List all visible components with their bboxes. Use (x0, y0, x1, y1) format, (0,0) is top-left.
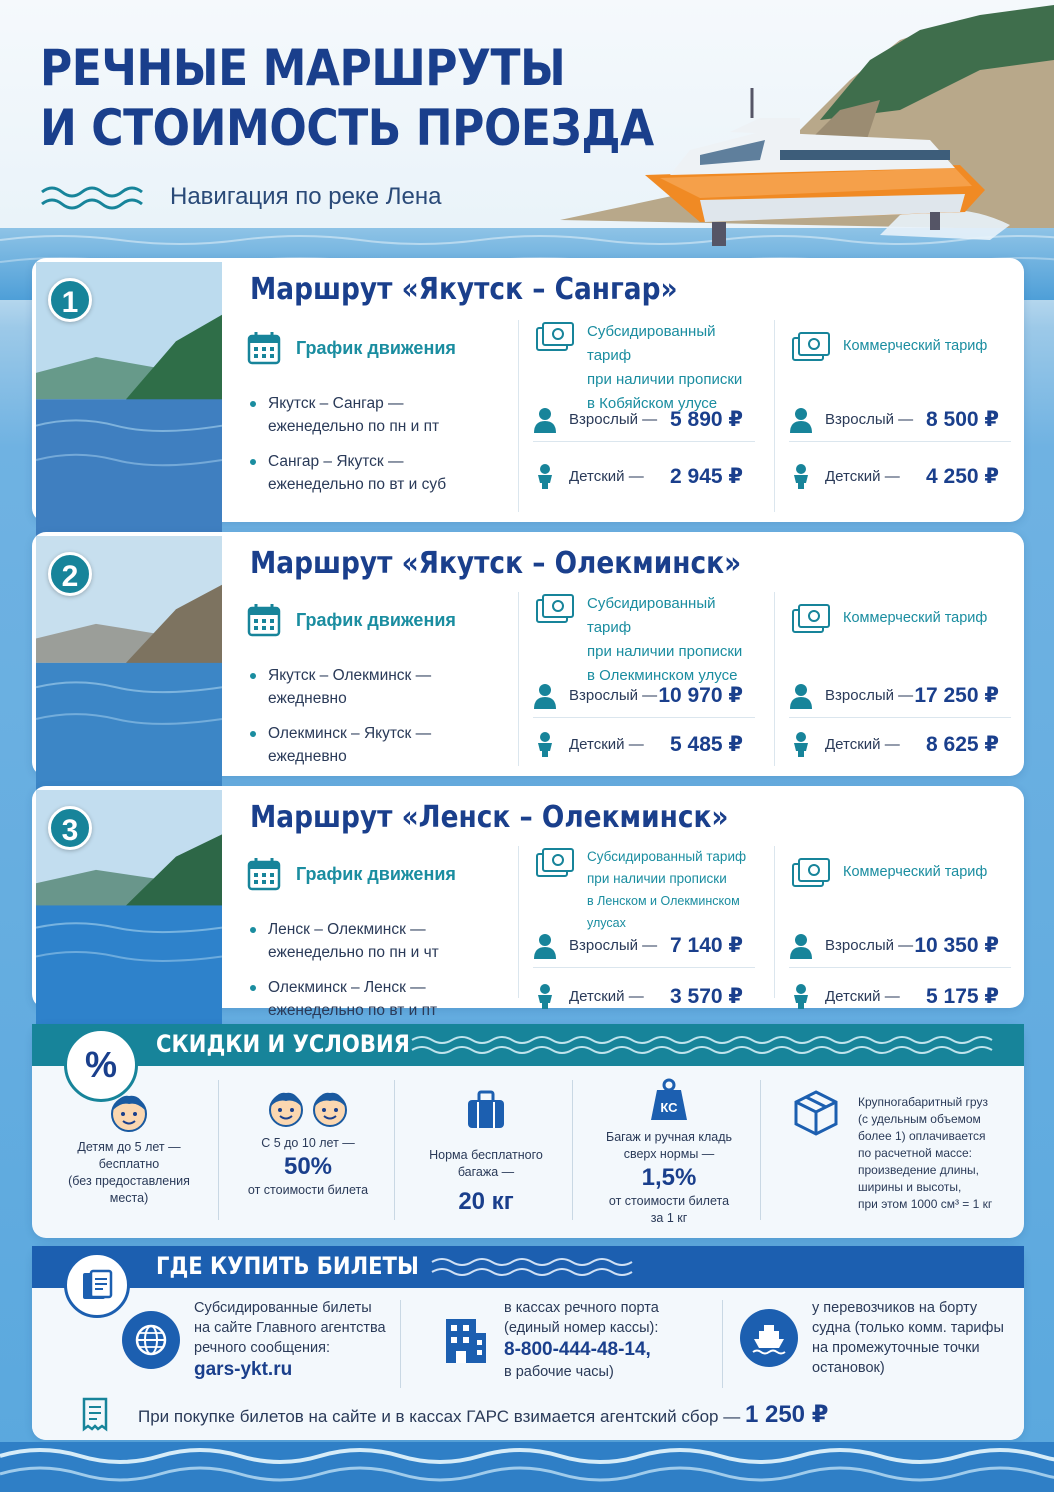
globe-icon (134, 1323, 168, 1357)
port-office-line-2: (единый номер кассы): (504, 1320, 659, 1336)
subsidized-adult-row (533, 398, 755, 442)
free-baggage-weight: 20 кг (458, 1188, 514, 1215)
subsidized-child-price: 5 485 ₽ (670, 732, 743, 756)
divider (400, 1300, 401, 1400)
percent-badge (64, 1028, 138, 1102)
ship-icon (751, 1321, 787, 1355)
subsidized-tariff (518, 846, 754, 1008)
ship-badge (740, 1309, 798, 1367)
route-number-badge: 3 (48, 806, 92, 850)
port-office-line-3: в рабочие часы) (504, 1364, 614, 1380)
schedule-label: График движения (296, 863, 456, 884)
adult-label: Взрослый — (825, 411, 914, 428)
suitcase-icon (462, 1086, 510, 1134)
wave-icon (40, 182, 150, 212)
subsidized-child-price: 3 570 ₽ (670, 984, 743, 1008)
commercial-tariff-header (791, 856, 987, 890)
commercial-child-row (789, 454, 1011, 498)
divider (572, 1080, 573, 1220)
commercial-child-price: 5 175 ₽ (926, 984, 999, 1008)
schedule-frequency: ежедневно (268, 690, 347, 707)
calendar-icon (246, 330, 282, 366)
commercial-child-price: 4 250 ₽ (926, 464, 999, 488)
weight-label: КС (660, 1100, 678, 1115)
discounts-panel (32, 1024, 1024, 1238)
divider (394, 1080, 395, 1220)
subsidized-child-row (533, 454, 755, 498)
bottom-waves (0, 1442, 1054, 1492)
adult-label: Взрослый — (569, 687, 658, 704)
schedule-item (250, 664, 431, 710)
schedule-direction: Якутск – Олекминск — (268, 667, 432, 684)
buy-onboard (740, 1298, 1004, 1378)
schedule-label: График движения (296, 609, 456, 630)
adult-label: Взрослый — (569, 937, 658, 954)
buy-online-line-2: на сайте Главного агентства (194, 1320, 386, 1336)
bulky-cargo-line-1: Крупногабаритный груз (858, 1095, 988, 1109)
discount-under-5-line-2: бесплатно (98, 1157, 160, 1171)
bulky-cargo-line-7: при этом 1000 см³ = 1 кг (858, 1197, 993, 1211)
subsidized-label-line-3: в Ленском и Олекминском улусах (587, 894, 740, 930)
subsidized-tariff (518, 320, 754, 512)
money-icon (791, 330, 831, 364)
agency-fee-note (32, 1388, 1024, 1440)
schedule-direction: Сангар – Якутск — (268, 453, 404, 470)
money-icon (535, 846, 575, 880)
schedule-item (250, 450, 446, 496)
globe-badge (122, 1311, 180, 1369)
title-line-2: И СТОИМОСТЬ ПРОЕЗДА (40, 99, 654, 157)
money-icon (535, 592, 575, 626)
bulky-cargo-line-4: по расчетной массе: (858, 1146, 973, 1160)
bulky-cargo-line-2: (с удельным объемом (858, 1112, 981, 1126)
schedule-frequency: еженедельно по вт и суб (268, 476, 447, 493)
free-baggage (404, 1086, 568, 1217)
adult-icon (533, 933, 557, 959)
calendar-icon (246, 602, 282, 638)
free-baggage-line-2: багажа — (457, 1165, 515, 1179)
adult-icon (533, 683, 557, 709)
divider (722, 1300, 723, 1400)
bulky-cargo-line-3: более 1) оплачивается (858, 1129, 986, 1143)
ticket-badge (64, 1252, 130, 1318)
child-label: Детский — (569, 987, 644, 1005)
bulky-cargo (792, 1088, 1010, 1213)
commercial-adult-price: 17 250 ₽ (914, 684, 999, 707)
schedule-header (246, 330, 456, 366)
buy-title: ГДЕ КУПИТЬ БИЛЕТЫ (156, 1252, 419, 1280)
buy-port-office (436, 1298, 659, 1382)
website-link[interactable]: gars-ykt.ru (194, 1359, 293, 1380)
calendar-icon (246, 856, 282, 892)
onboard-line-3: на промежуточные точки (812, 1340, 980, 1356)
route-title: Маршрут «Якутск – Сангар» (250, 272, 678, 307)
commercial-tariff-header (791, 602, 987, 636)
excess-baggage-line-1: Багаж и ручная кладь (605, 1130, 732, 1144)
agency-fee-text: При покупке билетов на сайте и в кассах ГАРС взимается агентский сбор — (138, 1406, 741, 1426)
schedule-frequency: еженедельно по пн и чт (268, 944, 439, 961)
child-label: Детский — (569, 467, 644, 485)
discount-under-5-line-4: места) (109, 1191, 149, 1205)
discount-under-5-line-3: (без предоставления (68, 1174, 190, 1188)
schedule-direction: Якутск – Сангар — (268, 395, 404, 412)
child-icon (533, 983, 557, 1009)
subsidized-label-line-2: при наличии прописки (587, 371, 743, 388)
child-label: Детский — (825, 987, 900, 1005)
commercial-tariff (774, 846, 1010, 1008)
schedule-item (250, 392, 439, 438)
subsidized-label-line-3: в Олекминском улусе (587, 667, 738, 684)
adult-label: Взрослый — (825, 687, 914, 704)
money-icon (791, 602, 831, 636)
subsidized-label-line-1: Субсидированный тариф (587, 595, 716, 636)
page-title (40, 38, 654, 158)
route-card (32, 786, 1024, 1019)
divider (760, 1080, 761, 1220)
subsidized-adult-row (533, 924, 755, 968)
excess-baggage-line-3: от стоимости билета (608, 1194, 730, 1208)
discount-5-to-10 (228, 1086, 388, 1199)
schedule-direction: Олекминск – Якутск — (268, 725, 432, 742)
discounts-title: СКИДКИ И УСЛОВИЯ (156, 1030, 410, 1058)
commercial-label: Коммерческий тариф (843, 864, 988, 880)
percent-icon: % (84, 1044, 117, 1085)
money-icon (791, 856, 831, 890)
adult-icon (789, 407, 813, 433)
adult-icon (789, 933, 813, 959)
buy-online-line-3: речного сообщения: (194, 1340, 331, 1356)
subsidized-child-price: 2 945 ₽ (670, 464, 743, 488)
box-icon (792, 1088, 840, 1136)
commercial-adult-price: 10 350 ₽ (914, 934, 999, 957)
child-icon (789, 983, 813, 1009)
free-baggage-line-1: Норма бесплатного (429, 1148, 543, 1162)
money-icon (535, 320, 575, 354)
route-card (32, 258, 1024, 522)
excess-baggage (584, 1076, 754, 1227)
subsidized-label-line-2: при наличии прописки (587, 643, 743, 660)
bulky-cargo-line-5: произведение длины, (858, 1163, 980, 1177)
route-title: Маршрут «Якутск – Олекминск» (250, 546, 742, 581)
onboard-line-1: у перевозчиков на борту (812, 1300, 978, 1316)
two-children-icon (264, 1086, 352, 1130)
commercial-tariff (774, 592, 1010, 766)
receipt-icon (80, 1397, 110, 1431)
subsidized-label-line-1: Субсидированный тариф (587, 849, 747, 864)
subsidized-label-line-3: в Кобяйском улусе (587, 395, 718, 412)
route-title: Маршрут «Ленск – Олекминск» (250, 800, 729, 835)
schedule-item (250, 722, 431, 768)
schedule-frequency: еженедельно по пн и пт (268, 418, 440, 435)
commercial-label: Коммерческий тариф (843, 610, 988, 626)
adult-icon (533, 407, 557, 433)
commercial-adult-row (789, 398, 1011, 442)
schedule-label: График движения (296, 337, 456, 358)
title-line-1: РЕЧНЫЕ МАРШРУТЫ (40, 39, 566, 97)
bulky-cargo-line-6: ширины и высоты, (858, 1180, 962, 1194)
child-icon (789, 463, 813, 489)
agency-fee-amount: 1 250 ₽ (744, 1400, 829, 1428)
adult-label: Взрослый — (569, 411, 658, 428)
buy-online-line-1: Субсидированные билеты (194, 1300, 372, 1316)
discount-5-10-line-2: от стоимости билета (247, 1183, 369, 1197)
subsidized-label-line-1: Субсидированный тариф (587, 323, 716, 364)
child-label: Детский — (825, 735, 900, 753)
child-icon (533, 463, 557, 489)
onboard-line-4: остановок) (812, 1360, 885, 1376)
child-icon (533, 731, 557, 757)
commercial-child-row (789, 974, 1011, 1018)
subsidized-adult-row (533, 674, 755, 718)
adult-icon (789, 683, 813, 709)
excess-baggage-line-2: сверх нормы — (623, 1147, 715, 1161)
page-subtitle: Навигация по реке Лена (170, 183, 442, 210)
excess-baggage-line-4: за 1 кг (650, 1211, 688, 1225)
divider (218, 1080, 219, 1220)
schedule-item (250, 976, 437, 1022)
schedule-frequency: ежедневно (268, 748, 347, 765)
subsidized-tariff (518, 592, 754, 766)
child-label: Детский — (569, 735, 644, 753)
schedule-direction: Ленск – Олекминск — (268, 921, 426, 938)
subsidized-child-row (533, 974, 755, 1018)
schedule-direction: Олекминск – Ленск — (268, 979, 426, 996)
schedule-frequency: еженедельно по вт и пт (268, 1002, 438, 1019)
phone-number[interactable]: 8-800-444-48-14, (504, 1339, 651, 1360)
route-number-badge: 2 (48, 552, 92, 596)
excess-baggage-percent: 1,5% (641, 1164, 697, 1191)
discount-under-5 (40, 1090, 218, 1207)
child-icon (789, 731, 813, 757)
route-card (32, 532, 1024, 776)
adult-label: Взрослый — (825, 937, 914, 954)
commercial-tariff-header (791, 330, 987, 364)
route-number-badge: 1 (48, 278, 92, 322)
subsidized-adult-price: 7 140 ₽ (670, 934, 743, 957)
child-label: Детский — (825, 467, 900, 485)
commercial-tariff (774, 320, 1010, 512)
port-office-line-1: в кассах речного порта (504, 1300, 659, 1316)
subsidized-child-row (533, 722, 755, 766)
commercial-adult-price: 8 500 ₽ (926, 408, 999, 431)
commercial-adult-row (789, 674, 1011, 718)
ticket-icon (79, 1267, 115, 1303)
subsidized-adult-price: 5 890 ₽ (670, 408, 743, 431)
subsidized-label-line-2: при наличии прописки (587, 871, 727, 886)
subsidized-adult-price: 10 970 ₽ (658, 684, 743, 707)
commercial-child-row (789, 722, 1011, 766)
schedule-item (250, 918, 439, 964)
subsidized-tariff-header (535, 846, 754, 934)
discount-under-5-line-1: Детям до 5 лет — (77, 1140, 181, 1154)
buy-online (122, 1298, 386, 1382)
schedule-header (246, 602, 456, 638)
commercial-child-price: 8 625 ₽ (926, 732, 999, 756)
discount-5-10-line-1: С 5 до 10 лет — (261, 1136, 355, 1150)
onboard-line-2: судна (только комм. тарифы (812, 1320, 1004, 1336)
schedule-header (246, 856, 456, 892)
discount-5-10-percent: 50% (283, 1153, 333, 1180)
commercial-adult-row (789, 924, 1011, 968)
building-icon (436, 1313, 490, 1367)
commercial-label: Коммерческий тариф (843, 338, 988, 354)
weight-icon (645, 1076, 693, 1124)
